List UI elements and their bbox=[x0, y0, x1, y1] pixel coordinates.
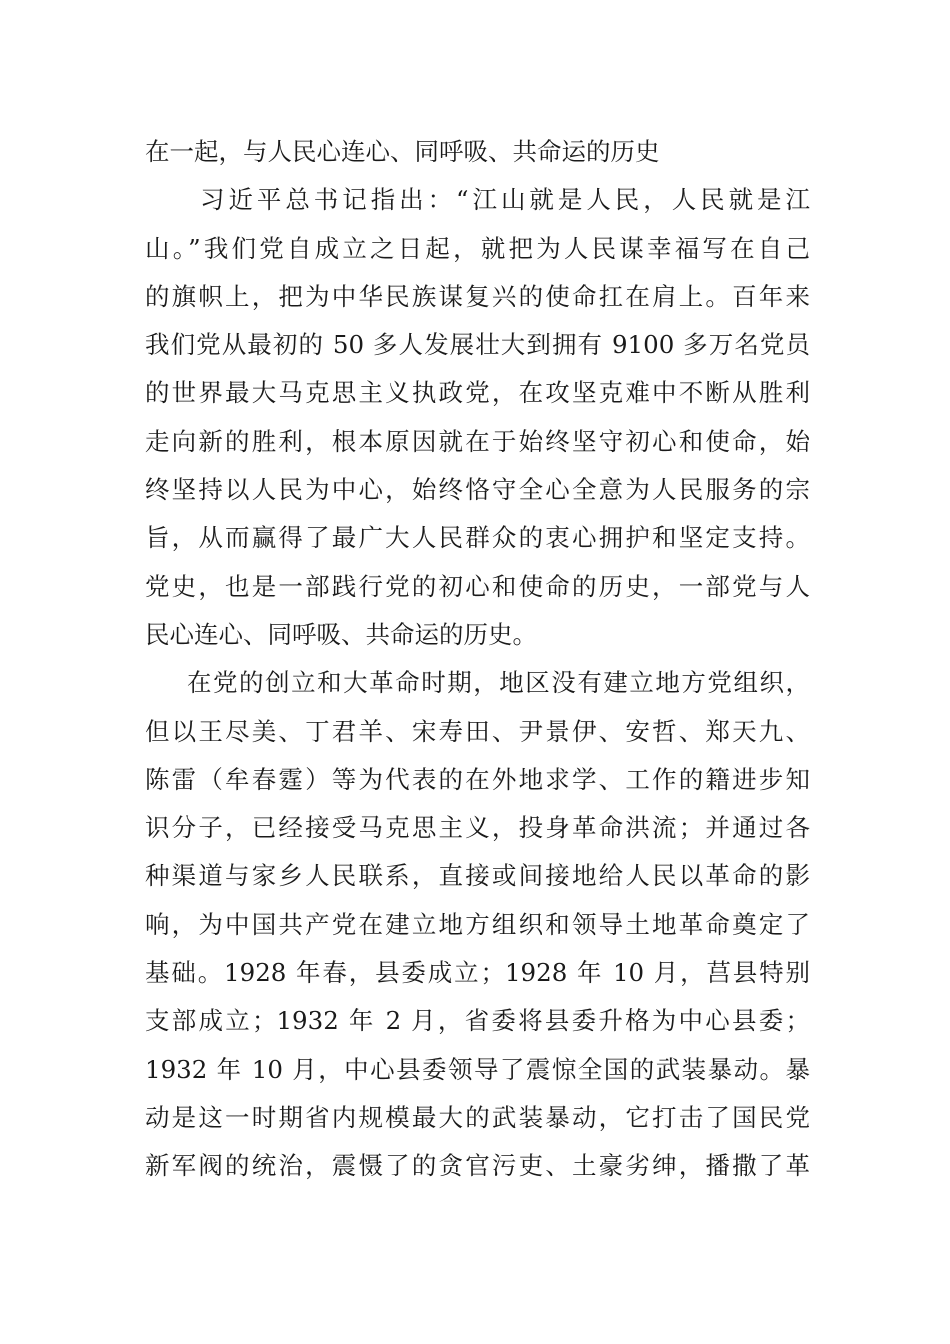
text-line: 识分子，已经接受马克思主义，投身革命洪流；并通过各 bbox=[145, 813, 810, 843]
text-line: 走向新的胜利，根本原因就在于始终坚守初心和使命，始 bbox=[145, 426, 810, 456]
text-line: 陈雷（牟春霆）等为代表的在外地求学、工作的籍进步知 bbox=[145, 764, 810, 794]
paragraph-first-line: 习近平总书记指出：“江山就是人民，人民就是江 bbox=[200, 185, 810, 215]
document-page bbox=[145, 128, 810, 1191]
text-line: 响，为中国共产党在建立地方组织和领导土地革命奠定了 bbox=[145, 909, 810, 939]
text-line: 1932 年 10 月，中心县委领导了震惊全国的武装暴动。暴 bbox=[145, 1054, 810, 1084]
text-line: 种渠道与家乡人民联系，直接或间接地给人民以革命的影 bbox=[145, 861, 810, 891]
text-line: 动是这一时期省内规模最大的武装暴动，它打击了国民党 bbox=[145, 1102, 810, 1132]
text-line: 新军阀的统治，震慑了的贪官污吏、土豪劣绅，播撒了革 bbox=[145, 1151, 810, 1181]
text-line: 支部成立；1932 年 2 月，省委将县委升格为中心县委； bbox=[145, 1006, 810, 1036]
text-line: 终坚持以人民为中心，始终恪守全心全意为人民服务的宗 bbox=[145, 475, 810, 505]
text-line: 我们党从最初的 50 多人发展壮大到拥有 9100 多万名党员 bbox=[145, 330, 810, 360]
paragraph-first-line: 在党的创立和大革命时期，地区没有建立地方党组织， bbox=[187, 668, 810, 698]
text-line: 党史，也是一部践行党的初心和使命的历史，一部党与人 bbox=[145, 571, 810, 601]
text-line: 的旗帜上，把为中华民族谋复兴的使命扛在肩上。百年来 bbox=[145, 281, 810, 311]
text-line: 山。”我们党自成立之日起，就把为人民谋幸福写在自己 bbox=[145, 233, 810, 263]
text-line: 的世界最大马克思主义执政党，在攻坚克难中不断从胜利 bbox=[145, 378, 810, 408]
text-line: 旨，从而赢得了最广大人民群众的衷心拥护和坚定支持。 bbox=[145, 523, 810, 553]
text-line: 但以王尽美、丁君羊、宋寿田、尹景伊、安哲、郑天九、 bbox=[145, 716, 810, 746]
text-line: 在一起，与人民心连心、同呼吸、共命运的历史 bbox=[145, 137, 660, 166]
text-line: 民心连心、同呼吸、共命运的历史。 bbox=[145, 619, 537, 649]
text-line: 基础。1928 年春，县委成立；1928 年 10 月，莒县特别 bbox=[145, 958, 810, 988]
